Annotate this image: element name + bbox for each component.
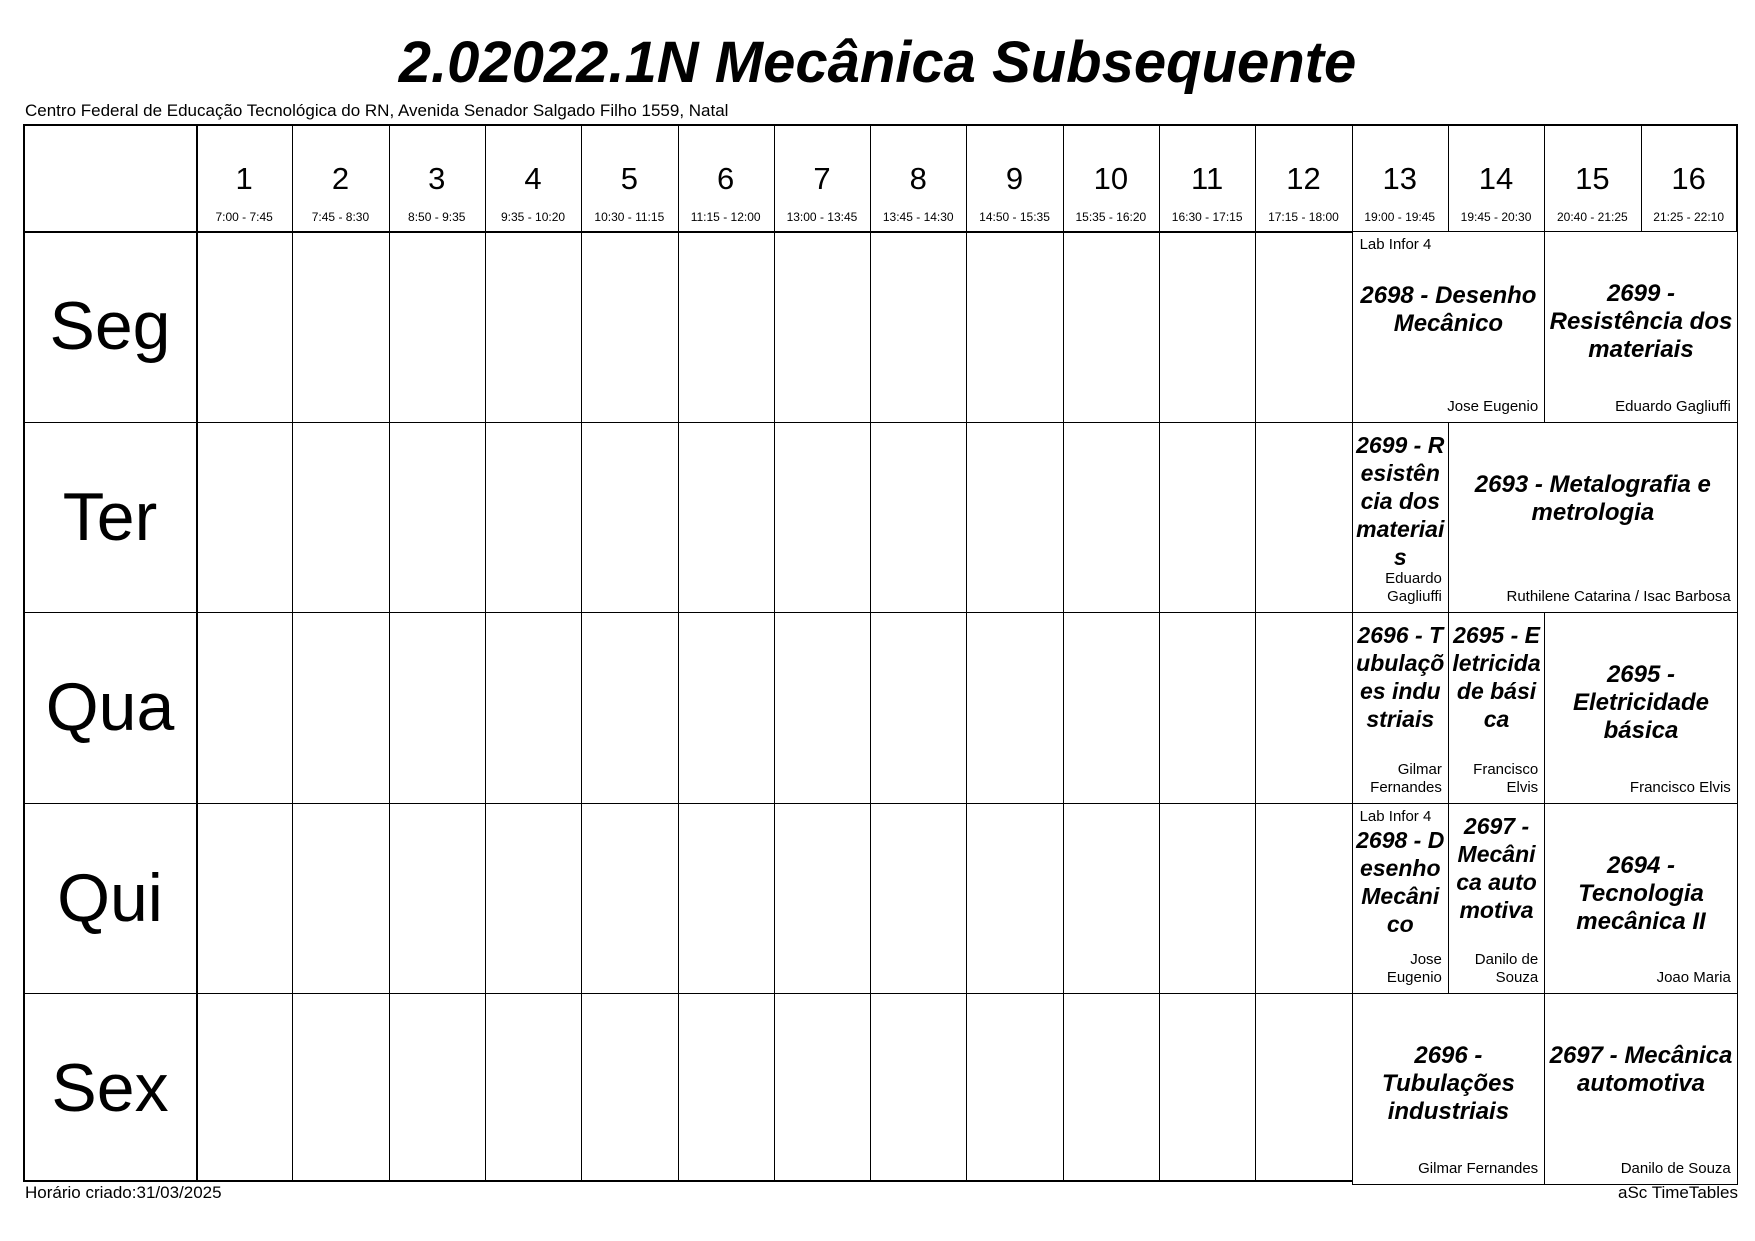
lesson-card[interactable] [1448, 422, 1738, 614]
period-header [966, 126, 1062, 231]
lesson-teacher: Eduardo Gagliuffi [1385, 570, 1442, 605]
period-time: 15:35 - 16:20 [1075, 210, 1147, 224]
period-number: 5 [620, 161, 638, 196]
lesson-subject: 2693 - Metalografia e metrologia [1474, 470, 1711, 526]
lesson-subject: 2698 - Desenho Mecânico [1360, 282, 1537, 337]
period-time: 9:35 - 10:20 [501, 210, 566, 224]
lesson-card[interactable] [1352, 993, 1546, 1185]
lesson-teacher: Eduardo Gagliuffi [1615, 397, 1731, 415]
lesson-subject: 2695 - Eletricidade básica [1452, 622, 1541, 732]
grid-col-line [389, 126, 390, 1180]
lesson-teacher: Francisco Elvis [1473, 760, 1539, 796]
period-time: 17:15 - 18:00 [1268, 210, 1339, 224]
lesson-subject: 2699 - Resistência dos materiais [1356, 431, 1445, 570]
period-time: 19:45 - 20:30 [1460, 210, 1532, 224]
period-time: 7:00 - 7:45 [215, 210, 273, 224]
period-header [196, 126, 292, 231]
grid-col-line [678, 126, 679, 1180]
period-header [1352, 126, 1448, 231]
period-number: 9 [1005, 161, 1024, 196]
period-time: 7:45 - 8:30 [311, 210, 370, 224]
day-label: Sex [51, 1050, 169, 1127]
day-label: Qua [45, 669, 175, 746]
period-header [389, 126, 485, 231]
period-time: 10:30 - 11:15 [594, 210, 665, 224]
lesson-room: Lab Infor 4 [1359, 807, 1432, 825]
timetable-grid [23, 124, 1738, 1182]
generator-credit: aSc TimeTables [1618, 1183, 1738, 1202]
lesson-teacher: Jose Eugenio [1447, 397, 1539, 415]
lesson-teacher: Gilmar Fernandes [1418, 1159, 1539, 1177]
period-number: 15 [1575, 161, 1610, 196]
period-number: 11 [1191, 161, 1224, 196]
period-time: 14:50 - 15:35 [979, 210, 1050, 224]
period-time: 13:45 - 14:30 [882, 210, 954, 224]
lesson-room: Lab Infor 4 [1359, 236, 1432, 253]
lesson-card[interactable] [1448, 803, 1545, 995]
lesson-card[interactable] [1352, 422, 1449, 614]
created-date: Horário criado:31/03/2025 [25, 1183, 222, 1202]
grid-col-line [485, 126, 486, 1180]
grid-col-line [196, 126, 198, 1180]
lesson-card[interactable] [1448, 612, 1545, 804]
lesson-teacher: Joao Maria [1656, 969, 1731, 986]
lesson-card[interactable] [1352, 231, 1546, 423]
lesson-subject: 2697 - Mecânica automotiva [1456, 812, 1537, 923]
period-number: 1 [235, 161, 253, 196]
period-time: 13:00 - 13:45 [786, 210, 858, 224]
lesson-subject: 2695 - Eletricidade básica [1572, 661, 1710, 744]
lesson-subject: 2694 - Tecnologia mecânica II [1576, 851, 1706, 935]
lesson-teacher: Gilmar Fernandes [1370, 760, 1442, 796]
period-number: 4 [524, 161, 542, 196]
period-time: 21:25 - 22:10 [1653, 210, 1725, 224]
grid-col-line [1255, 126, 1256, 1180]
period-header [678, 126, 774, 231]
grid-col-line [1159, 126, 1160, 1180]
day-label: Qui [57, 859, 163, 936]
period-number: 6 [717, 161, 735, 196]
lesson-card[interactable] [1352, 612, 1449, 804]
period-number: 10 [1093, 161, 1129, 196]
institution-address: Centro Federal de Educação Tecnológica do RN, Avenida Senador Salgado Filho 1559, Natal [25, 101, 729, 120]
period-time: 19:00 - 19:45 [1364, 210, 1436, 224]
period-number: 13 [1382, 161, 1417, 196]
period-time: 16:30 - 17:15 [1171, 210, 1243, 224]
grid-col-line [1063, 126, 1064, 1180]
lesson-subject: 2698 - Desenho Mecânico [1356, 826, 1445, 937]
period-header [485, 126, 581, 231]
period-number: 3 [428, 161, 446, 196]
lesson-teacher: Francisco Elvis [1629, 778, 1731, 796]
period-header [581, 126, 677, 231]
period-number: 7 [813, 161, 831, 196]
period-header [1544, 126, 1640, 231]
day-label: Ter [62, 478, 158, 555]
day-label: Seg [49, 288, 171, 365]
page-title: 2.02022.1N Mecânica Subsequente [398, 30, 1357, 95]
lesson-card[interactable] [1544, 803, 1738, 995]
lesson-teacher: Danilo de Souza [1620, 1159, 1731, 1177]
period-number: 2 [331, 161, 350, 196]
period-header [1255, 126, 1351, 231]
lesson-subject: 2696 - Tubulações industriais [1356, 622, 1445, 732]
lesson-card[interactable] [1544, 612, 1738, 804]
lesson-card[interactable] [1544, 993, 1738, 1185]
lesson-card[interactable] [1352, 803, 1449, 995]
grid-col-line [870, 126, 871, 1180]
period-header [1063, 126, 1159, 231]
period-header [1448, 126, 1544, 231]
lesson-teacher: Jose Eugenio [1386, 951, 1442, 986]
period-time: 20:40 - 21:25 [1556, 210, 1628, 224]
grid-col-line [774, 126, 775, 1180]
period-header [1641, 126, 1737, 231]
period-header [774, 126, 870, 231]
period-number: 16 [1671, 161, 1706, 196]
period-number: 8 [909, 161, 927, 196]
grid-col-line [292, 126, 293, 1180]
lesson-subject: 2697 - Mecânica automotiva [1549, 1042, 1733, 1097]
grid-col-line [966, 126, 967, 1180]
period-header [870, 126, 966, 231]
period-header [292, 126, 388, 231]
lesson-teacher: Danilo de Souza [1474, 951, 1539, 986]
lesson-card[interactable] [1544, 231, 1738, 423]
period-header [1159, 126, 1255, 231]
grid-col-line [581, 126, 582, 1180]
period-number: 14 [1478, 161, 1514, 196]
period-number: 12 [1286, 161, 1321, 196]
lesson-subject: 2699 - Resistência dos materiais [1549, 280, 1733, 363]
period-time: 8:50 - 9:35 [408, 210, 466, 224]
period-time: 11:15 - 12:00 [690, 210, 761, 224]
lesson-teacher: Ruthilene Catarina / Isac Barbosa [1506, 588, 1731, 605]
lesson-subject: 2696 - Tubulações industriais [1381, 1042, 1515, 1125]
